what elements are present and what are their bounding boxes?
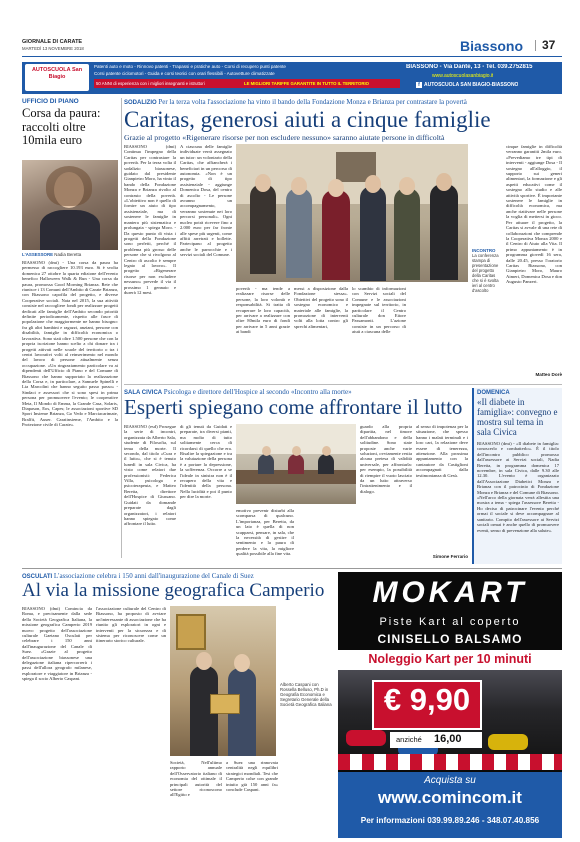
- ad-line-2: Corsi patente ciclomotori - Guida e corsi teorici con orari flessibili - Autovetture climatizzate: [94, 71, 275, 76]
- osculati-col-2: l'associazione culturale del Centro di Biassono, ha proposto di avviare un'interessante di associazione che ha riunito gli esploratori in ogni e interventi per la sicurezza e di sistema per riconoscere come un itinerario storico culturale.: [96, 606, 166, 644]
- mokart-price: € 9,90: [383, 682, 471, 717]
- left-headline: Corsa da paura: raccolti oltre 10mila euro: [22, 106, 101, 147]
- civica-col-3: emotivo prevenir disturbi alla scomparsa di qualcuno. L'importanza, per Beretta, da un lato è quella di non scapparsi, pensare, in sala, che la necessità di gestire il sentimento e la paura di perdere la vita, la migliore qualità possibile alla fine vita.: [236, 508, 294, 557]
- masthead: [22, 38, 562, 54]
- assessore-caption: L'ASSESSORE Nadia Beretta: [22, 252, 82, 257]
- main-kicker: SODALIZIO: [124, 100, 157, 106]
- caspani-caption: Alberto Caspani con Rossella Belluso, Ph.D in Geografia Economica e Segretario Generale della Società Geografica Italiana: [280, 682, 332, 708]
- osculati-kicker-line: [22, 572, 334, 580]
- main-kicker-text: Per la terza volta l'associazione ha vinto il bando della Fondazione Monza e Brianza per contrastare la povertà: [158, 98, 467, 106]
- photo-caption-box: INCONTRO La conferenza stampa di presentazione del progetto della Caritas che si è svolta ieri al centro d'ascolto: [472, 248, 499, 293]
- mokart-info: Per informazioni 039.99.89.246 - 348.07.40.856: [360, 816, 540, 825]
- sala-civica-photo: [236, 424, 356, 504]
- domenica-body: BIASSONO (dmi) - «Il diabete in famiglia: conoscerlo e combatterlo». È il titolo dell'incontro pubblico promosso dall'assessore ai Servizi sociali, Nadia Beretta, in programma domenica 17 novembre, in sala Civica, dalle 9.30 alle 12.30. L'evento è organizzato dall'Associazione Diabetici Monza e Brianza con il patrocinio di Fondazione Monza e Brianza e del Comune di Biassono. «Nell'arco della giornata verrà allestita una mostra a tema - spiega l'assessore Beretta - Ho deciso di patrocinare l'evento perché ormai il sociale si deve accompagnare al sanitario. Compito dell'assessore ai Servizi sociali ormai è anche quello di promuovere eventi, senso di prevenzione alla salute».: [477, 441, 559, 533]
- main-col-1: BIASSONO (dmi) Continua l'impegno della Caritas per contrastare la povertà. Per la terza volta il sodalizio biassonese, guidato dal presidente Gianpietro Moro, ha vinto il bando della Fondazione Monza e Brianza rivolto al contrasto della povertà. «L'obiettivo non è quello di fornire un aiuto di tipo assistenziale, ma di sostenere le famiglie in maniera più sistematica e prolungata - spiega Moro. - Da questo punto di vista i progetti della Fondazione sono perfetti, perché il problema più grosso delle persone che si rivolgono al Centro di ascolto è sempre legato al lavoro». Il progetto «Rigenerare risorse per non escludere nessuno» prevede il via il prossimo 1 gennaio e durerà 12 mesi.: [124, 144, 176, 295]
- mokart-bottom-band: [338, 772, 562, 838]
- ad-line-1: Patenti auto e moto - Rinnovo patenti - Trapassi e pratiche auto - Corsi di recupero punti patente: [94, 64, 286, 69]
- autoscuola-ad[interactable]: [22, 62, 562, 94]
- osculati-col-4: a Suez una rinnovata centralità negli equilibri strategici mondiali. Tesi che Camperio colse con grande intuito già 150 anni fa» conclude Caspani.: [226, 760, 278, 793]
- main-col-6: cinque famiglie in difficoltà verranno garantiti 2mila euro. «Prevediamo tre tipi di interventi - aggiunge Dosa - Il sostegno all'alloggio, il supporto sui generi alimentari, la formazione e gli aspetti educativi come il sostegno allo studio e alle attività sportive. È importante sostenere le famiglie in difficoltà economica, ma anche riattivare nelle persone la voglia di mettersi in gioco. Per attuare il progetto, la Caritas si avvale di una rete di collaborazioni che comprende la Cooperativa Monza 2000 e il Centro di Aiuto alla Vita. Il primo appuntamento è in programma giovedì 16 sera, dalle 20.45, presso l'oratorio Caritas Biassono, con Gianpietro Moro, Mauro Aimeri, Domenica Dosa e don Augusto Panzeri.: [506, 144, 562, 285]
- main-subhead: Grazie al progetto «Rigenerare risorse per non escludere nessuno» saranno aiutate persone in difficoltà: [124, 133, 445, 142]
- caritas-group-photo: [236, 144, 468, 282]
- ad-address: BIASSONO - Via Dante, 13 - Tel. 039.2752815: [406, 64, 533, 70]
- main-col-4: messi a disposizione dalla Fondazione stessa». Obiettivi del progetto sono il sostegno economico e materiale alle famiglie, la promozione di interventi volti alla lotta contro gli sprechi alimentari,: [294, 286, 348, 329]
- ad-facebook: f AUTOSCUOLA SAN BIAGIO-BIASSONO: [416, 82, 518, 88]
- osculati-headline: Al via la missione geografica Camperio: [22, 580, 325, 601]
- main-headline: Caritas, generosi aiuti a cinque famiglie: [124, 107, 491, 132]
- osculati-kicker: OSCULATI: [22, 574, 53, 580]
- ad-web[interactable]: www.autoscuolasanbiagio.it: [432, 73, 494, 79]
- osculati-col-1: BIASSONO (dmi) Comincia da Roma, e precisamente dalla sede della Società Geografica Italiana, la missione geografica Camperio 2019 nuovo progetto dell'associazione culturale Gaetano Osculati per celebrare i 150 anni dall'inaugurazione del Canale di Suez. «Grazie al progetto dell'associazione biassonese una delegazione italiana ripercorrerà i passi dell'allora geografo milanese, esploratore e viaggiatore in Brianza - spiega il socio Alberto Caspani.: [22, 606, 92, 682]
- domenica-kicker: DOMENICA: [477, 390, 510, 396]
- civica-kicker-text: Psicologa e direttore dell'Hospice al secondo «Incontro alla morte»: [163, 388, 352, 396]
- section-title: Biassono: [460, 38, 524, 54]
- page-number: 37: [542, 38, 556, 52]
- mokart-price-box: [372, 680, 482, 730]
- osculati-story: [22, 572, 334, 838]
- main-byline: Matteo Dorè: [535, 372, 562, 377]
- caspani-photo: [170, 606, 276, 756]
- civica-kicker: SALA CIVICA: [124, 390, 163, 396]
- autoscuola-logo: AUTOSCUOLA San Biagio: [25, 64, 89, 91]
- domenica-headline: «Il diabete in famiglia»: convegno e mostra sul tema in sala Civica: [477, 397, 558, 437]
- ad-line-3b: LE MIGLIORI TARIFFE GARANTITE IN TUTTO IL TERRITORIO: [244, 81, 370, 86]
- mokart-oldprice-box: anziché 16,00: [390, 732, 482, 748]
- osculati-col-3: Società, Nell'ultimo rapporto annuale dell'Osservatorio italiano di economia del ottimale il principali autorità del settore riconoscono all'Egitto e: [170, 760, 222, 798]
- mokart-line-1: Piste Kart al coperto: [379, 616, 521, 628]
- left-kicker: UFFICIO DI PIANO: [22, 98, 79, 105]
- mokart-ad[interactable]: [338, 572, 562, 838]
- mokart-online: Acquista su: [424, 775, 476, 786]
- mokart-web[interactable]: www.comincom.it: [378, 788, 522, 807]
- left-story: [22, 98, 118, 558]
- paper-date: MARTEDÌ 13 NOVEMBRE 2018: [22, 46, 84, 51]
- main-story: [124, 98, 562, 384]
- main-col-2: A ciascuna delle famiglie individuate verrà assegnato un tutor: un volontario della Caritas, che affiancherà i beneficiari in un percorso di autonomia. «Non è un progetto di tipo assistenziale - aggiunge Domenica Dosa, del centro di ascolto - Le persone avranno un accompagnamento, verranno sostenute nei loro percorsi personali». Ogni nucleo potrà ricevere fino a 2.000 euro per far fronte alle spese più urgenti, come affitti arretrati e bollette. Partecipano al progetto anche le parrocchie e i servizi sociali del Comune.: [180, 144, 232, 258]
- mokart-offer: Noleggio Kart per 10 minuti: [368, 652, 532, 666]
- civica-col-2: di gli tenuti da Guidati e preparate, tra diversi pianti, ma molto di tutto solitamente cerca di ricordarsi di quello che era. Risalire la spiegazione e tra la valutazione della persona è a portare la depressione, la sofferenza. Occorre a se l'ideale in sinistra non è il recupero della vita e l'identità della persona. Nella lucidità e poi il punto per dire la morte.: [180, 424, 232, 500]
- domenica-box: [472, 388, 562, 564]
- mokart-brand: MOKART: [372, 576, 528, 609]
- facebook-icon: f: [416, 82, 422, 88]
- civica-col-1: BIASSONO (esd) Prosegue la serie di incontri, organizzata da Alberto Sala, studente di Filosofia, sul tema della morte. Il secondo, dal titolo «Cura e il lutto», che si è tenuto lunedì in sala Civica, ha visto come relatori due professionisti: Federica Villa, psicologa e psicoterapeuta, e Matteo Beretta, direttore dell'Hospice di Giussano. Guidati da domande preparate dagli organizzatori, i relatori hanno spiegato come affrontare il lutto.: [124, 424, 176, 527]
- mokart-line-2: CINISELLO BALSAMO: [377, 632, 523, 646]
- mokart-offer-band: [338, 650, 562, 670]
- main-col-3: povertà - ma tende a realizzare risorse delle persone, la loro volontà e responsabilità. Si tratta di recuperare le loro capacità, per arrivare a realizzare con oltre 80mila euro di fondi per arrivare in 5 anni grazie ai bandi: [236, 286, 290, 335]
- ad-line-3: 50 ANNI di esperienza con i migliori insegnanti e istruttori: [96, 81, 205, 86]
- main-kicker-line: [124, 98, 562, 106]
- main-col-5: lo scambio di informazioni con Servizi sociali del Comune e le associazioni impegnate sul territorio, in particolare il Centro culturale don Ettore Passamonti. L'azione consiste in un percorso di aiuti a ciascuna delle: [352, 286, 406, 335]
- osculati-kicker-text: L'associazione celebra i 150 anni dall'inaugurazione del Canale di Suez: [53, 572, 254, 580]
- civica-col-4: guardo alla propria dipartita, nel timore dell'abbandono e della solitudine. Sono state proposte anche varie soluzioni, ovviamente restia alcuna pretesa di validità universale, per affrontarla: per esempio, la possibilità di riempire il vuoto lasciato da un lutto attraverso l'intrattenimento e il dialogo.: [360, 424, 412, 494]
- civica-byline: Simone Ferrario: [432, 554, 468, 559]
- civica-story: [124, 388, 468, 564]
- left-body: BIASSONO (dmi) - Una corsa da paura ha permesso di raccogliere 10.193 euro. Si è svolta domenica 27 ottobre la quarta edizione dell'evento benefico Halloween Walk & Run - Una corsa da paura, promossa Good Morning Brianza. Rete che riunisce i 13 Comuni dell'Ambito di Carate Brianza, con Biassono capofila del progetto, e diverse Cooperative sociali. Nata nel 2015, la sua attività consiste nel raccogliere fondi per realizzare progetti dedicati alle famiglie dell'Ambito secondo priorità definite periodicamente, rispetto alle fasce di popolazione che maggiormente ne hanno bisogno: fra gli altri bambini e ragazzi, anziani, persone con disabilità, famiglie in difficoltà economica o lavorativa. Sono stati oltre 1.500 persone che con la propria iscrizione hanno scelto a chi donare tra i progetti attivati nelle scuole del territorio o tra i centri lavorativi volti al reinserimento nel mondo del lavoro di persone attualmente senza occupazione. «Un ringraziamento particolare va ai dipendenti dell'Ufficio di Piano e del Comune di Biassono che hanno supportato la realizzazione della Corsa e, in particolare, a Samuele Spinelli e Lia Marcolini che hanno seguito passo passo» - Sindaci e assessori che si sono spesi in prima persona per promuovere l'evento; le cooperative Meta, Il Mondo di Emma, la Grande Casa, Solaris, Diapason, Eos, Capes; le associazioni sportive SD Sport Insieme Brianza, Go Vedo e Marciacarimate, Bralfit, Auser. Caratinsieme, l'Ambito e la Protezione civile di Carate».: [22, 260, 118, 428]
- civica-headline: Esperti spiegano come affrontare il lutto: [124, 395, 463, 419]
- paper-name: GIORNALE DI CARATE: [22, 39, 83, 45]
- civica-col-5: al senso di impotenza per la situazione, che spesso hanno i malati terminali e i loro cari, la relazione deve essere di tenerezza, attenzione. Alla prossima appuntamento con la cantautore da Castiglioni accompagnati dalla testimonianza di Gesù.: [416, 424, 468, 478]
- assessore-photo: [22, 160, 118, 250]
